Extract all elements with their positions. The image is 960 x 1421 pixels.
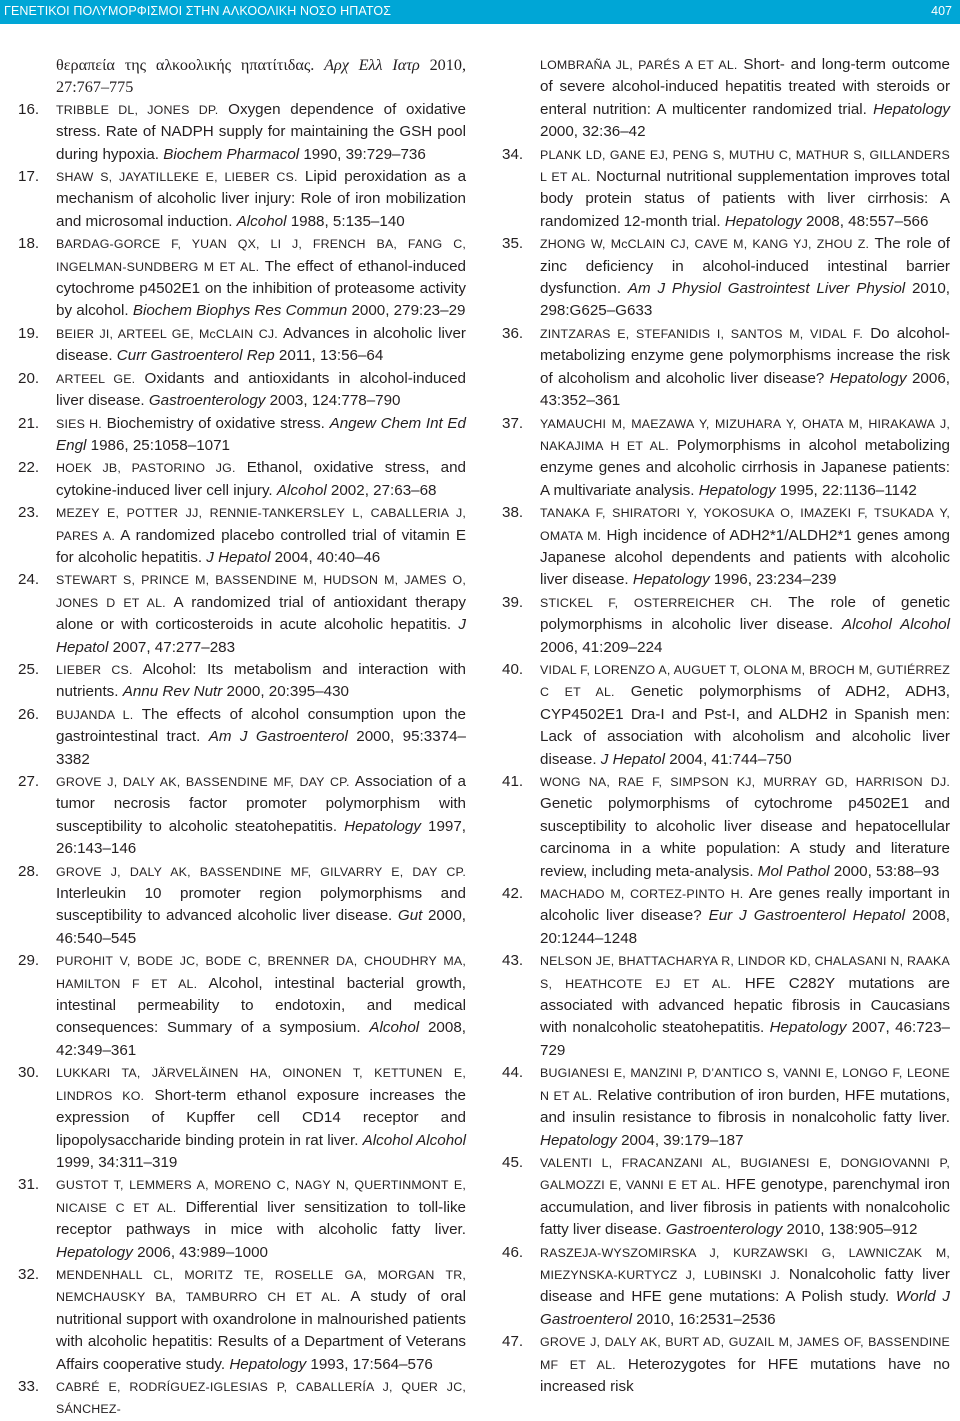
reference-item	[18, 1174, 466, 1264]
reference-number: 25.	[18, 660, 40, 678]
reference-number: 22.	[18, 459, 40, 477]
reference-citation: 2006, 43:989–1000	[132, 1243, 268, 1261]
reference-item	[18, 368, 466, 413]
reference-number: 47.	[502, 1333, 524, 1351]
page-number: 407	[931, 4, 952, 18]
reference-authors: GUSTOT T, LEMMERS A, MORENO C, NAGY N, QUERTINMONT E, NICAISE C ET AL.	[56, 1178, 466, 1215]
reference-item	[18, 1264, 466, 1376]
reference-journal: Gastroenterology	[148, 392, 266, 410]
reference-citation: 1997, 26:143–146	[56, 817, 466, 858]
reference-citation: 2008, 42:349–361	[56, 1019, 466, 1059]
reference-journal: Hepatology	[540, 1131, 617, 1149]
reference-authors: SIES H.	[56, 416, 102, 431]
reference-item	[18, 659, 466, 704]
reference-item	[502, 950, 950, 1062]
reference-authors: HOEK JB, PASTORINO JG.	[56, 461, 236, 476]
reference-item	[502, 883, 950, 950]
reference-citation: 2007, 47:277–283	[108, 638, 236, 656]
reference-number: 28.	[18, 862, 40, 880]
reference-title: HFE C282Y mutations are associated with advanced hepatic fibrosis in Caucasians with nonalcoholic steatohepatitis.	[540, 974, 951, 1037]
reference-number: 33.	[18, 1377, 40, 1395]
right-column	[502, 54, 950, 1398]
reference-journal: Alcohol	[369, 1019, 420, 1037]
reference-journal: Alcohol	[236, 212, 287, 230]
reference-number: 40.	[502, 660, 524, 678]
reference-authors: STICKEL F, OSTERREICHER CH.	[540, 595, 773, 610]
reference-item	[18, 233, 466, 323]
reference-title: Short-term ethanol exposure increases the expression of Kupffer cell CD14 receptor and lipopolysaccharide binding protein in rat liver.	[56, 1086, 466, 1149]
reference-item	[502, 323, 950, 413]
reference-journal: Gastroenterology	[665, 1221, 783, 1239]
reference-title: Relative contribution of iron burden, HFE mutations, and insulin resistance to fibrosis in nonalcoholic fatty liver.	[540, 1086, 950, 1127]
reference-citation: 1996, 23:234–239	[709, 571, 837, 589]
reference-number: 36.	[502, 324, 524, 342]
reference-citation: 2003, 124:778–790	[265, 392, 401, 410]
reference-title: Alcohol: Its metabolism and interaction with nutrients.	[56, 660, 466, 701]
reference-number: 44.	[502, 1064, 524, 1082]
reference-title: Association of a tumor necrosis factor promoter polymorphism with susceptibility to alcoholic steatohepatitis.	[56, 773, 466, 835]
reference-authors: ZHONG W, McCLAIN CJ, CAVE M, KANG YJ, ZHOU Z.	[540, 237, 870, 252]
reference-number: 17.	[18, 168, 40, 186]
reference-title: Genetic polymorphisms of ADH2, ADH3, CYP4502E1 Dra-I and Pst-I, and ALDH2 in Spanish men: Lack of association with alcoholism and alcoholic liver disease.	[540, 683, 950, 768]
reference-journal: Hepatology	[829, 369, 907, 387]
reference-title: Nonalcoholic fatty liver disease and HFE gene mutations: A Polish study.	[540, 1265, 950, 1306]
reference-citation: 1999, 34:311–319	[56, 1153, 178, 1171]
reference-authors: GROVE J, DALY AK, BASSENDINE MF, GILVARRY E, DAY CP.	[56, 864, 466, 879]
reference-journal: J Hepatol	[56, 616, 466, 656]
reference-item	[18, 704, 466, 771]
reference-item	[18, 99, 466, 166]
reference-title: A randomized trial of antioxidant therapy alone or with corticosteroids in acute alcoholic hepatitis.	[56, 593, 466, 634]
reference-title: Nocturnal nutritional supplementation improves total body protein status of patients with liver cirrhosis: A randomized 12-month trial.	[540, 168, 950, 230]
reference-journal: World J Gastroenterol	[540, 1288, 950, 1328]
reference-title: Interleukin 10 promoter region polymorphisms and susceptibility to advanced alcoholic liver disease.	[56, 885, 466, 925]
reference-authors: WONG NA, RAE F, SIMPSON KJ, MURRAY GD, HARRISON DJ.	[540, 775, 950, 789]
reference-citation: 2006, 41:209–224	[540, 638, 663, 656]
reference-item	[18, 413, 466, 458]
reference-number: 29.	[18, 952, 40, 970]
reference-item	[502, 1152, 950, 1242]
reference-title: A study of oral nutritional support with oxandrolone in malnourished patients with alcoholic hepatitis: Results of a Department of Veterans Affairs cooperative study.	[56, 1288, 466, 1373]
reference-title: High incidence of ADH2*1/ALDH2*1 genes among Japanese alcohol dependents and patients with alcoholic liver disease.	[540, 526, 950, 589]
reference-continuation-right: LOMBRAÑA JL, PARÉS A ET AL. Short- and long-term outcome of severe alcohol-induced hepatitis treated with steroids or enteral nutrition: A multicenter randomized trial. Hepatology 2000, 32:36–42	[540, 56, 950, 141]
reference-citation: 2010, 16:2531–2536	[632, 1310, 776, 1328]
reference-list-left	[18, 99, 466, 1421]
reference-item	[502, 659, 950, 771]
reference-authors: TRIBBLE DL, JONES DP.	[56, 102, 219, 117]
reference-list-right	[502, 144, 950, 1399]
reference-journal: Hepatology	[632, 571, 710, 589]
reference-number: 41.	[502, 773, 524, 790]
reference-authors: MEZEY E, POTTER JJ, RENNIE-TANKERSLEY L, CABALLERIA J, PARES A.	[56, 506, 466, 543]
reference-title: Alcohol, intestinal bacterial growth, intestinal permeability to endotoxin, and medical consequences: Summary of a symposium.	[56, 974, 466, 1037]
reference-journal: Alcohol	[276, 481, 327, 499]
reference-citation: 1995, 22:1136–1142	[775, 481, 917, 499]
reference-item	[502, 233, 950, 323]
reference-number: 24.	[18, 571, 40, 589]
reference-journal: Curr Gastroenterol Rep	[116, 347, 275, 365]
reference-number: 20.	[18, 369, 40, 387]
reference-citation: 2008, 48:557–566	[801, 212, 929, 230]
reference-journal: Am J Physiol Gastrointest Liver Physiol	[627, 280, 906, 298]
reference-authors: BUJANDA L.	[56, 707, 134, 722]
reference-item	[502, 1331, 950, 1398]
reference-authors: GROVE J, DALY AK, BURT AD, GUZAIL M, JAMES OF, BASSENDINE MF ET AL.	[540, 1335, 950, 1372]
reference-journal: Hepatology	[724, 212, 802, 230]
reference-title: Are genes really important in alcoholic liver disease?	[540, 885, 950, 925]
reference-journal: J Hepatol	[600, 750, 665, 768]
reference-citation: 1990, 39:729–736	[299, 145, 426, 163]
reference-journal: Hepatology	[698, 481, 776, 499]
reference-journal: Alcohol Alcohol	[842, 616, 950, 634]
reference-number: 23.	[18, 504, 40, 522]
reference-journal: Angew Chem Int Ed Engl	[56, 414, 466, 454]
reference-title: Biochemistry of oxidative stress.	[101, 414, 330, 432]
reference-item	[18, 1376, 466, 1421]
reference-title: Polymorphisms in alcohol metabolizing enzyme genes and alcoholic cirrhosis in Japanese patients: A multivariate analysis.	[540, 436, 950, 499]
reference-citation: 2004, 40:40–46	[270, 548, 381, 566]
reference-citation: 2006, 43:352–361	[540, 369, 950, 410]
reference-citation: 2000, 20:395–430	[222, 683, 349, 701]
reference-journal: J Hepatol	[206, 548, 271, 566]
reference-citation: 2007, 46:723–729	[540, 1019, 950, 1059]
reference-number: 34.	[502, 145, 524, 163]
reference-title: Ethanol, oxidative stress, and cytokine-induced liver cell injury.	[56, 459, 466, 499]
reference-authors: LIEBER CS.	[56, 662, 133, 677]
reference-authors: STEWART S, PRINCE M, BASSENDINE M, HUDSON M, JAMES O, JONES D ET AL.	[56, 573, 466, 610]
reference-item	[18, 457, 466, 502]
reference-authors: PUROHIT V, BODE JC, BODE C, BRENNER DA, CHOUDHRY MA, HAMILTON F ET AL.	[56, 954, 466, 991]
reference-title: The role of zinc deficiency in alcohol-induced intestinal barrier dysfunction.	[540, 235, 950, 298]
reference-citation: 2004, 41:744–750	[664, 750, 792, 768]
reference-title: Oxygen dependence of oxidative stress. Rate of NADPH supply for maintaining the GSH pool during hypoxia.	[56, 100, 466, 163]
reference-citation: 2010, 138:905–912	[782, 1221, 918, 1239]
reference-number: 26.	[18, 705, 40, 723]
reference-citation: 2000, 279:23–29	[347, 302, 466, 320]
reference-authors: GROVE J, DALY AK, BASSENDINE MF, DAY CP.	[56, 775, 350, 789]
reference-item	[502, 413, 950, 503]
reference-authors: NELSON JE, BHATTACHARYA R, LINDOR KD, CHALASANI N, RAAKA S, HEATHCOTE EJ ET AL.	[540, 954, 950, 991]
reference-authors: LUKKARI TA, JÄRVELÄINEN HA, OINONEN T, KETTUNEN E, LINDROS KO.	[56, 1066, 466, 1103]
running-header	[0, 0, 960, 24]
reference-item	[18, 771, 466, 861]
reference-journal: Eur J Gastroenterol Hepatol	[708, 907, 906, 925]
reference-title: The effect of ethanol-induced cytochrome p4502E1 on the inhibition of proteasome activity by alcohol.	[56, 257, 466, 320]
reference-authors: CABRÉ E, RODRÍGUEZ-IGLESIAS P, CABALLERÍA J, QUER JC, SÁNCHEZ-	[56, 1379, 466, 1417]
reference-number: 18.	[18, 235, 40, 253]
reference-journal: Gut	[397, 907, 423, 925]
reference-title: The effects of alcohol consumption upon the gastrointestinal tract.	[56, 705, 467, 746]
reference-authors: ARTEEL GE.	[56, 371, 136, 386]
reference-item	[502, 771, 950, 883]
reference-title: Lipid peroxidation as a mechanism of alcoholic liver injury: Role of iron mobilization and microsomal induction.	[56, 168, 467, 230]
reference-number: 43.	[502, 952, 524, 970]
reference-authors: ZINTZARAS E, STEFANIDIS I, SANTOS M, VIDAL F.	[540, 326, 864, 341]
reference-authors: BARDAG-GORCE F, YUAN QX, LI J, FRENCH BA, FANG C, INGELMAN-SUNDBERG M ET AL.	[56, 237, 466, 274]
reference-authors: TANAKA F, SHIRATORI Y, YOKOSUKA O, IMAZEKI F, TSUKADA Y, OMATA M.	[540, 506, 950, 543]
reference-number: 39.	[502, 593, 524, 611]
reference-number: 35.	[502, 235, 524, 253]
reference-number: 45.	[502, 1153, 524, 1171]
reference-number: 37.	[502, 414, 524, 432]
reference-title: Do alcohol-metabolizing enzyme gene polymorphisms increase the risk of alcoholism and alcoholic liver disease?	[540, 324, 950, 387]
reference-title: Advances in alcoholic liver disease.	[56, 324, 466, 365]
reference-citation: 1993, 17:564–576	[306, 1355, 433, 1373]
reference-citation: 2011, 13:56–64	[274, 347, 384, 365]
reference-number: 27.	[18, 773, 40, 790]
reference-citation: 2000, 53:88–93	[829, 862, 940, 880]
reference-item	[18, 861, 466, 951]
reference-title: Differential liver sensitization to toll-like receptor pathways in mice with alcoholic fatty liver.	[56, 1198, 467, 1239]
reference-authors: MENDENHALL CL, MORITZ TE, ROSELLE GA, MORGAN TR, NEMCHAUSKY BA, TAMBURRO CH ET AL.	[56, 1267, 466, 1305]
reference-item	[18, 502, 466, 569]
reference-item	[18, 1062, 466, 1174]
reference-journal: Hepatology	[229, 1355, 307, 1373]
reference-number: 19.	[18, 324, 40, 342]
reference-authors: BUGIANESI E, MANZINI P, D’ANTICO S, VANNI E, LONGO F, LEONE N ET AL.	[540, 1066, 950, 1103]
reference-title: Oxidants and antioxidants in alcohol-induced liver disease.	[56, 369, 466, 410]
reference-item	[502, 1242, 950, 1332]
reference-citation: 1988, 5:135–140	[286, 212, 405, 230]
reference-citation: 2000, 46:540–545	[56, 907, 466, 947]
reference-item	[18, 950, 466, 1062]
reference-citation: 1986, 25:1058–1071	[86, 436, 230, 454]
reference-journal: Biochem Pharmacol	[163, 145, 300, 163]
reference-item	[502, 592, 950, 659]
reference-authors: SHAW S, JAYATILLEKE E, LIEBER CS.	[56, 170, 298, 185]
reference-title: The role of genetic polymorphisms in alcoholic liver disease.	[540, 593, 950, 634]
reference-journal: Hepatology	[56, 1243, 133, 1261]
reference-journal: Mol Pathol	[757, 862, 830, 880]
reference-continuation: θεραπεία της αλκοολικής ηπατίτιδας. Αρχ Ελλ Ιατρ 2010, 27:767–775	[56, 56, 467, 97]
left-column	[18, 54, 466, 1421]
reference-citation: 2002, 27:63–68	[326, 481, 437, 499]
reference-citation: 2004, 39:179–187	[616, 1131, 744, 1149]
reference-journal: Biochem Biophys Res Commun	[132, 302, 348, 320]
reference-citation: 2010, 298:G625–G633	[540, 280, 950, 320]
reference-number: 16.	[18, 100, 40, 118]
reference-title: A randomized placebo controlled trial of vitamin E for alcoholic hepatitis.	[56, 526, 466, 566]
reference-title: HFE genotype, parenchymal iron accumulation, and liver fibrosis in patients with nonalcoholic fatty liver disease.	[540, 1176, 950, 1239]
reference-number: 30.	[18, 1064, 40, 1082]
reference-journal: Annu Rev Nutr	[122, 683, 223, 701]
reference-journal: Am J Gastroenterol	[208, 728, 348, 746]
reference-item	[18, 569, 466, 659]
reference-number: 46.	[502, 1243, 524, 1261]
reference-number: 31.	[18, 1176, 40, 1194]
reference-number: 32.	[18, 1265, 40, 1283]
reference-authors: MACHADO M, CORTEZ-PINTO H.	[540, 887, 744, 902]
reference-authors: RASZEJA-WYSZOMIRSKA J, KURZAWSKI G, LAWNICZAK M, MIEZYNSKA-KURTYCZ J, LUBINSKI J.	[540, 1245, 950, 1282]
reference-item	[18, 166, 466, 233]
reference-number: 38.	[502, 504, 524, 522]
reference-item	[18, 323, 466, 368]
reference-number: 42.	[502, 885, 524, 903]
reference-authors: BEIER JI, ARTEEL GE, McCLAIN CJ.	[56, 326, 278, 341]
reference-citation: 2000, 95:3374–3382	[56, 728, 466, 768]
reference-citation: 2008, 20:1244–1248	[540, 907, 951, 947]
reference-journal: Alcohol Alcohol	[362, 1131, 466, 1149]
reference-authors: PLANK LD, GANE EJ, PENG S, MUTHU C, MATHUR S, GILLANDERS L ET AL.	[540, 147, 950, 185]
reference-authors: VIDAL F, LORENZO A, AUGUET T, OLONA M, BROCH M, GUTIÉRREZ C ET AL.	[540, 662, 950, 700]
reference-item	[502, 144, 950, 234]
reference-number: 21.	[18, 414, 40, 432]
reference-title: Genetic polymorphisms of cytochrome p4502E1 and susceptibility to alcoholic liver disease and hepatocellular carcinoma in a white population: A study and literature review, including meta-analysis.	[540, 795, 950, 880]
reference-item	[502, 502, 950, 592]
reference-title: Heterozygotes for HFE mutations have no increased risk	[540, 1355, 950, 1395]
reference-journal: Hepatology	[344, 817, 421, 835]
reference-authors: VALENTI L, FRACANZANI AL, BUGIANESI E, DONGIOVANNI P, GALMOZZI E, VANNI E ET AL.	[540, 1155, 950, 1193]
reference-item	[502, 1062, 950, 1152]
reference-journal: Hepatology	[769, 1019, 847, 1037]
reference-authors: YAMAUCHI M, MAEZAWA Y, MIZUHARA Y, OHATA M, HIRAKAWA J, NAKAJIMA H ET AL.	[540, 416, 950, 453]
running-title: ΓΕΝΕΤΙΚΟΙ ΠΟΛΥΜΟΡΦΙΣΜΟΙ ΣΤΗΝ ΑΛΚΟΟΛΙΚΗ ΝΟΣΟ ΗΠΑΤΟΣ	[4, 4, 392, 18]
